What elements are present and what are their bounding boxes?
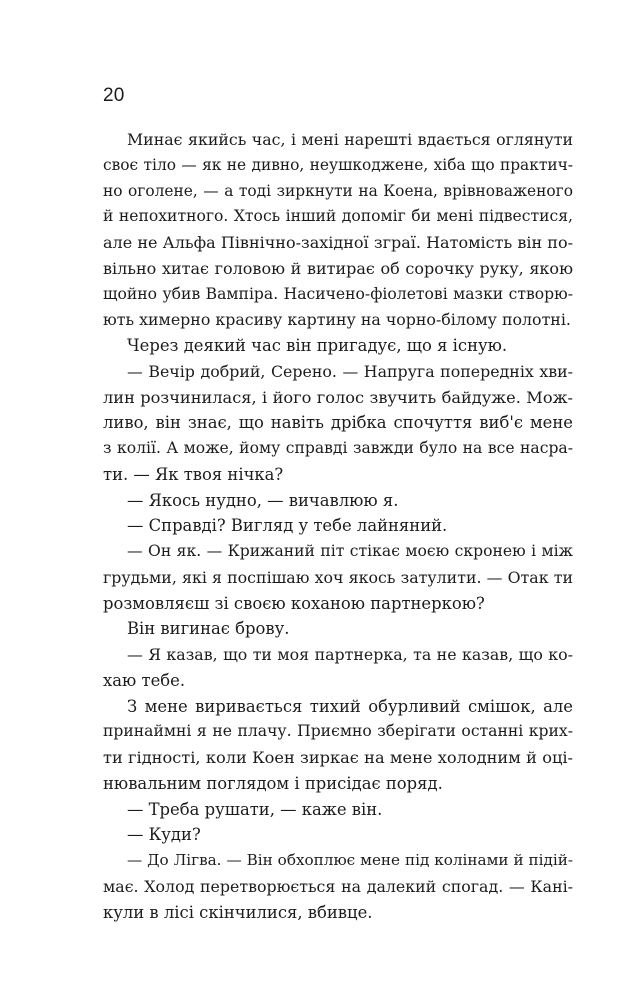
text-line: розмовляєш зі своєю коханою партнеркою? bbox=[103, 593, 485, 613]
body-text bbox=[103, 127, 573, 925]
text-line: хаю тебе. bbox=[103, 670, 186, 690]
text-line: — Я казав, що ти моя партнерка, та не казав, що ко- bbox=[127, 645, 573, 664]
text-line: З мене виривається тихий обурливий смішок, але bbox=[127, 696, 573, 716]
text-line: кули в лісі скінчилися, вбивце. bbox=[103, 902, 373, 922]
page-number: 20 bbox=[103, 85, 125, 106]
text-line: ливо, він знає, що навіть дрібка спочуття виб'є мене bbox=[103, 413, 573, 433]
text-line: — Вечір добрий, Серено. — Напруга попередніх хви- bbox=[127, 361, 573, 381]
text-line: ти гідності, коли Коен зиркає на мене холодним й оці- bbox=[103, 748, 573, 767]
text-line: но оголене, — а тоді зиркнути на Коена, врівноваженого bbox=[103, 181, 573, 200]
text-line: принаймні я не плачу. Приємно зберігати останні крих- bbox=[103, 722, 573, 741]
text-line: лин розчинилася, і його голос звучить байдуже. Мож- bbox=[103, 387, 573, 407]
text-line: з колії. А може, йому справді завжди було на все насра- bbox=[103, 439, 573, 457]
text-line: — Треба рушати, — каже він. bbox=[127, 799, 383, 819]
text-line: щойно убив Вампіра. Насичено-фіолетові мазки створю- bbox=[103, 284, 573, 303]
text-line: — Он як. — Крижаний піт стікає моєю скронею і між bbox=[127, 542, 573, 560]
text-line: й непохитного. Хтось інший допоміг би мені підвестися, bbox=[103, 207, 573, 226]
text-line: ють химерно красиву картину на чорно-білому полотні. bbox=[103, 310, 571, 330]
text-line: — До Лігва. — Він обхоплює мене під колінами й підій- bbox=[127, 851, 573, 869]
text-line: Минає якийсь час, і мені нарешті вдається оглянути bbox=[127, 130, 573, 149]
text-line: вільно хитає головою й витирає об сорочку руку, якою bbox=[103, 258, 573, 278]
text-line: Через деякий час він пригадує, що я існую. bbox=[127, 336, 508, 355]
text-line: Він вигинає брову. bbox=[127, 619, 290, 639]
text-line: — Якось нудно, — вичавлюю я. bbox=[127, 490, 399, 510]
text-line: — Справді? Вигляд у тебе лайняний. bbox=[127, 516, 448, 536]
text-line: але не Альфа Північно-західної зграї. Натомість він по- bbox=[103, 233, 573, 252]
text-line: нювальним поглядом і присідає поряд. bbox=[103, 773, 443, 793]
text-line: ти. — Як твоя нічка? bbox=[103, 464, 284, 484]
text-line: — Куди? bbox=[127, 825, 201, 845]
text-line: своє тіло — як не дивно, неушкоджене, хіба що практич- bbox=[103, 155, 573, 174]
text-line: має. Холод перетворюється на далекий спогад. — Кані- bbox=[103, 876, 573, 896]
text-line: грудьми, які я поспішаю хоч якось затулити. — Отак ти bbox=[103, 567, 573, 587]
